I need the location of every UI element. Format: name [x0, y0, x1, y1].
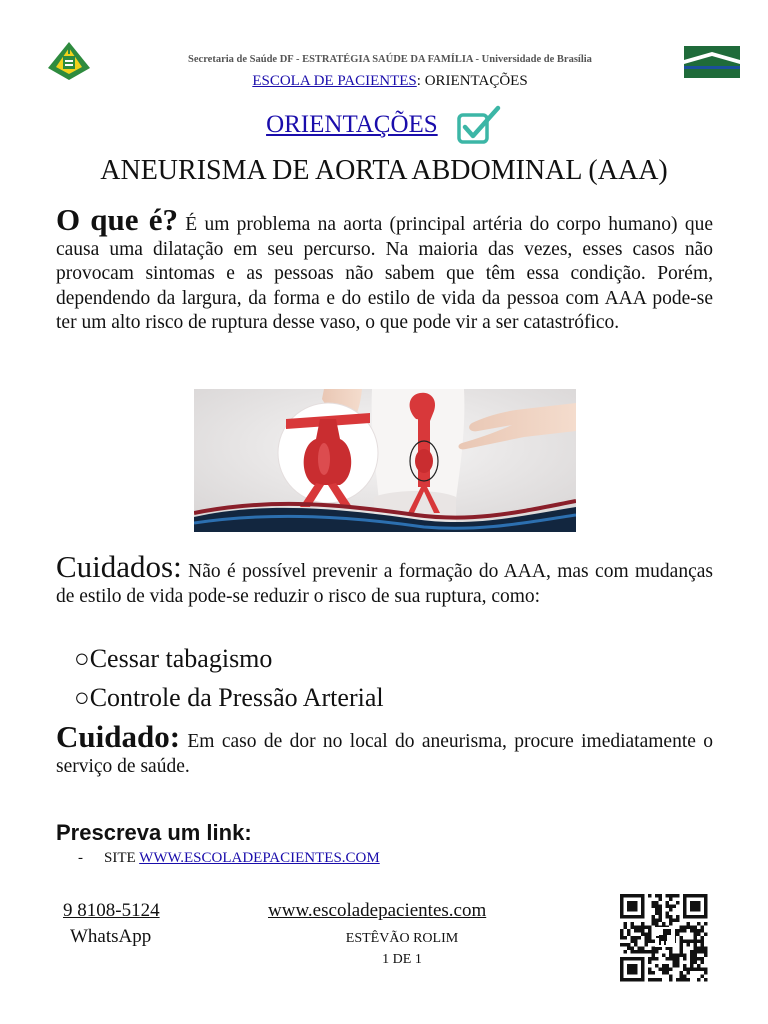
list-item-label: Cessar tabagismo: [89, 644, 273, 673]
intro-paragraph: [56, 202, 713, 336]
df-emblem-logo: [46, 40, 92, 82]
page-title: ANEURISMA DE AORTA ABDOMINAL (AAA): [100, 155, 668, 186]
qr-code[interactable]: [615, 893, 713, 983]
escola-de-pacientes-link[interactable]: ESCOLA DE PACIENTES: [252, 73, 417, 89]
checkbox-check-icon: [456, 105, 502, 145]
cuidado-paragraph: [56, 719, 713, 779]
list-item-label: Controle da Pressão Arterial: [89, 683, 384, 712]
list-item: [74, 644, 272, 674]
list-item: [74, 683, 384, 713]
phone-number[interactable]: 9 8108-5124: [63, 900, 160, 921]
cuidado-text: Em caso de dor no local do aneurisma, procure imediatamente o serviço de saúde.: [56, 731, 713, 777]
site-url-link[interactable]: WWW.ESCOLADEPACIENTES.COM: [139, 850, 380, 866]
whatsapp-label: WhatsApp: [70, 926, 152, 947]
header-institutions: Secretaria de Saúde DF - ESTRATÉGIA SAÚDE DA FAMÍLIA - Universidade de Brasília: [188, 54, 592, 65]
aorta-illustration: [194, 389, 576, 532]
author-name: ESTÊVÃO ROLIM: [345, 931, 459, 946]
cuidados-paragraph: [56, 549, 713, 609]
cuidados-lead: Cuidados:: [56, 549, 182, 584]
bullet-circle-icon: ○: [74, 683, 90, 712]
header-escola-line: [100, 73, 680, 90]
list-dash: -: [78, 850, 83, 866]
orientacoes-heading: [0, 105, 768, 145]
cuidados-text: Não é possível prevenir a formação do AAA, mas com mudanças de estilo de vida pode-se reduzir o risco de sua ruptura, como:: [56, 561, 713, 607]
bullet-circle-icon: ○: [74, 644, 90, 673]
website-link[interactable]: www.escoladepacientes.com: [268, 900, 487, 921]
unb-logo: [684, 46, 740, 78]
site-line: [78, 850, 380, 867]
intro-lead: O que é?: [56, 202, 178, 237]
prescreva-heading: Prescreva um link:: [56, 820, 252, 845]
page-number: 1 DE 1: [382, 952, 422, 967]
site-label: SITE: [104, 850, 140, 866]
escola-suffix: : ORIENTAÇÕES: [416, 73, 528, 89]
orientacoes-link[interactable]: ORIENTAÇÕES: [266, 111, 438, 138]
intro-text: É um problema na aorta (principal artéria do corpo humano) que causa uma dilatação em seu percurso. Na maioria das vezes, esses casos não provocam sintomas e as pessoas não sabem que têm essa condição. Porém, dependendo da largura, da forma e do estilo de vida da pessoa com AAA pode-se ter um alto risco de ruptura desse vaso, o que pode vir a ser catastrófico.: [56, 214, 713, 333]
cuidado-lead: Cuidado:: [56, 719, 181, 754]
